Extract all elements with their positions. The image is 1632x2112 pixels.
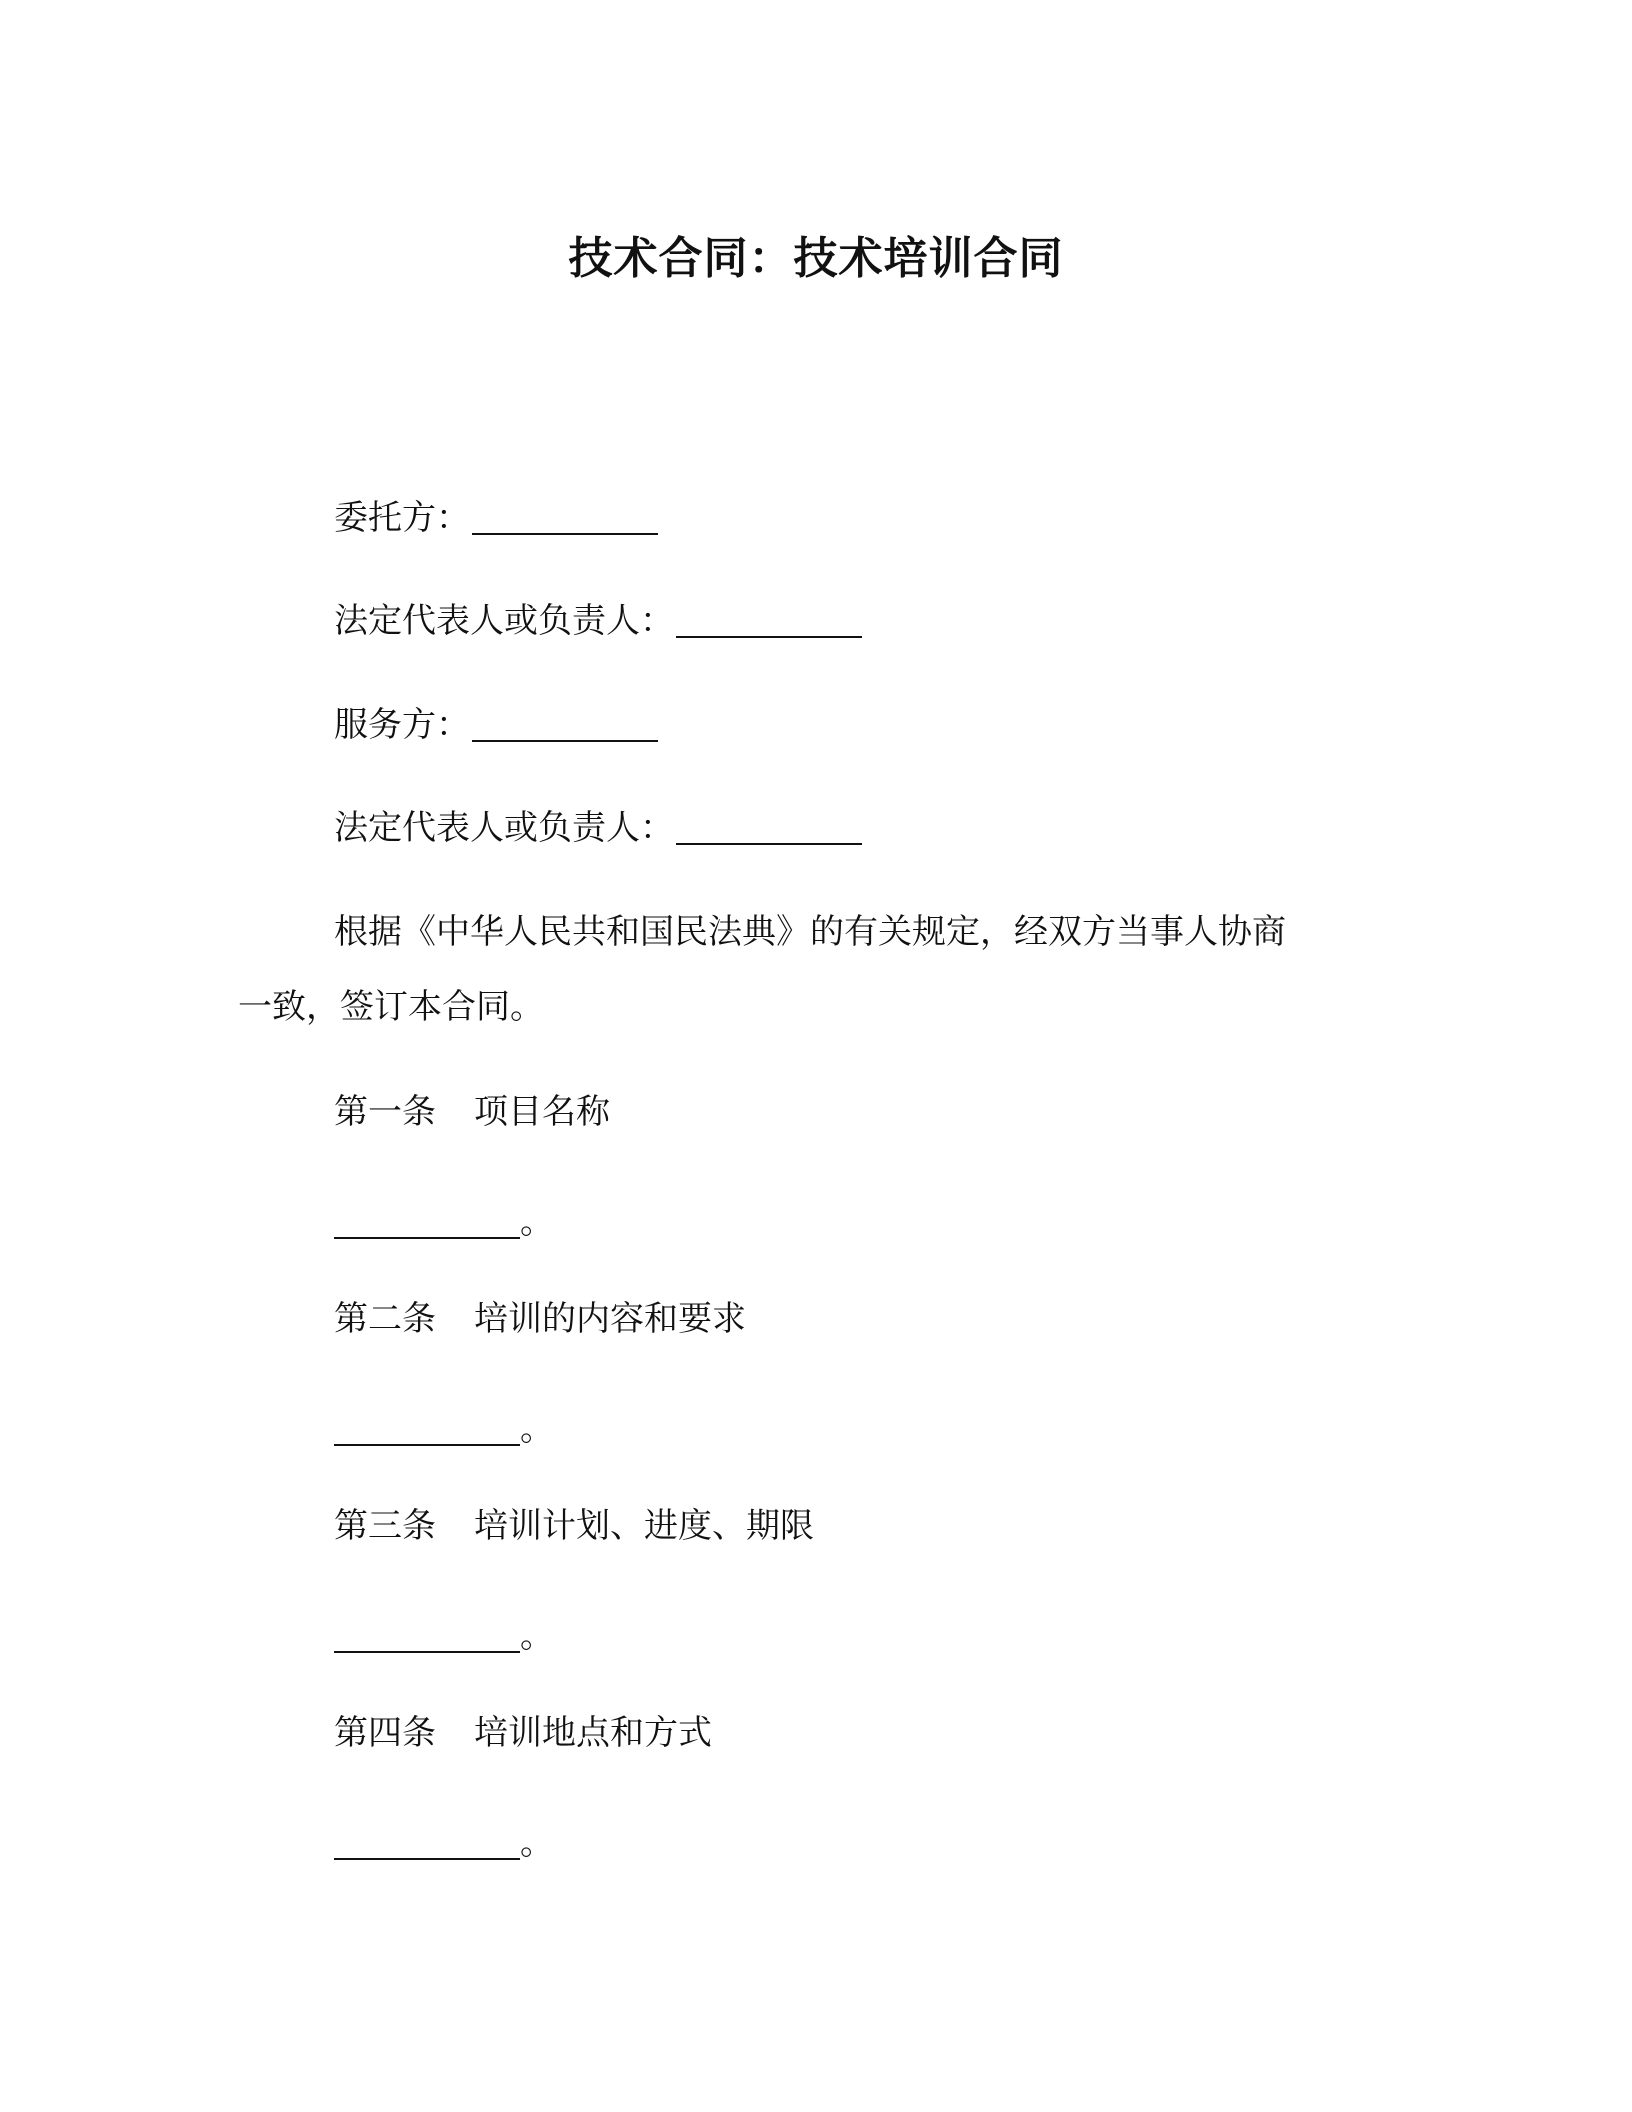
article-3-body [334, 1614, 554, 1658]
article-1-title: 项目名称 [474, 1092, 610, 1132]
article-1-heading [334, 1090, 610, 1134]
document-title: 技术合同：技术培训合同 [568, 233, 1064, 284]
party-service-representative [334, 806, 862, 850]
party-client-blank [472, 503, 658, 535]
party-client-representative-label: 法定代表人或负责人： [334, 601, 674, 641]
party-service-label: 服务方： [334, 705, 470, 745]
article-2-blank [334, 1414, 520, 1446]
article-2-body [334, 1407, 554, 1451]
article-1-number: 第一条 [334, 1092, 436, 1132]
article-2-number: 第二条 [334, 1299, 436, 1339]
party-client-representative [334, 599, 862, 643]
article-4-end: 。 [520, 1823, 554, 1863]
article-4-blank [334, 1828, 520, 1860]
article-3-end: 。 [520, 1616, 554, 1656]
article-2-title: 培训的内容和要求 [474, 1299, 746, 1339]
article-4-number: 第四条 [334, 1713, 436, 1753]
party-service-representative-label: 法定代表人或负责人： [334, 808, 674, 848]
article-2-heading [334, 1297, 746, 1341]
article-3-title: 培训计划、进度、期限 [474, 1506, 814, 1546]
article-4-heading [334, 1711, 712, 1755]
party-client-label: 委托方： [334, 498, 470, 538]
article-3-number: 第三条 [334, 1506, 436, 1546]
party-service-blank [472, 710, 658, 742]
article-1-end: 。 [520, 1202, 554, 1242]
party-service [334, 703, 658, 747]
party-client-representative-blank [676, 606, 862, 638]
article-2-end: 。 [520, 1409, 554, 1449]
article-3-blank [334, 1621, 520, 1653]
article-3-heading [334, 1504, 814, 1548]
party-client [334, 496, 658, 540]
article-4-title: 培训地点和方式 [474, 1713, 712, 1753]
party-service-representative-blank [676, 813, 862, 845]
preamble-line-1: 根据《中华人民共和国民法典》的有关规定，经双方当事人协商 [334, 912, 1286, 952]
article-4-body [334, 1821, 554, 1865]
preamble-line-2: 一致，签订本合同。 [238, 987, 544, 1027]
article-1-body [334, 1200, 554, 1244]
article-1-blank [334, 1207, 520, 1239]
